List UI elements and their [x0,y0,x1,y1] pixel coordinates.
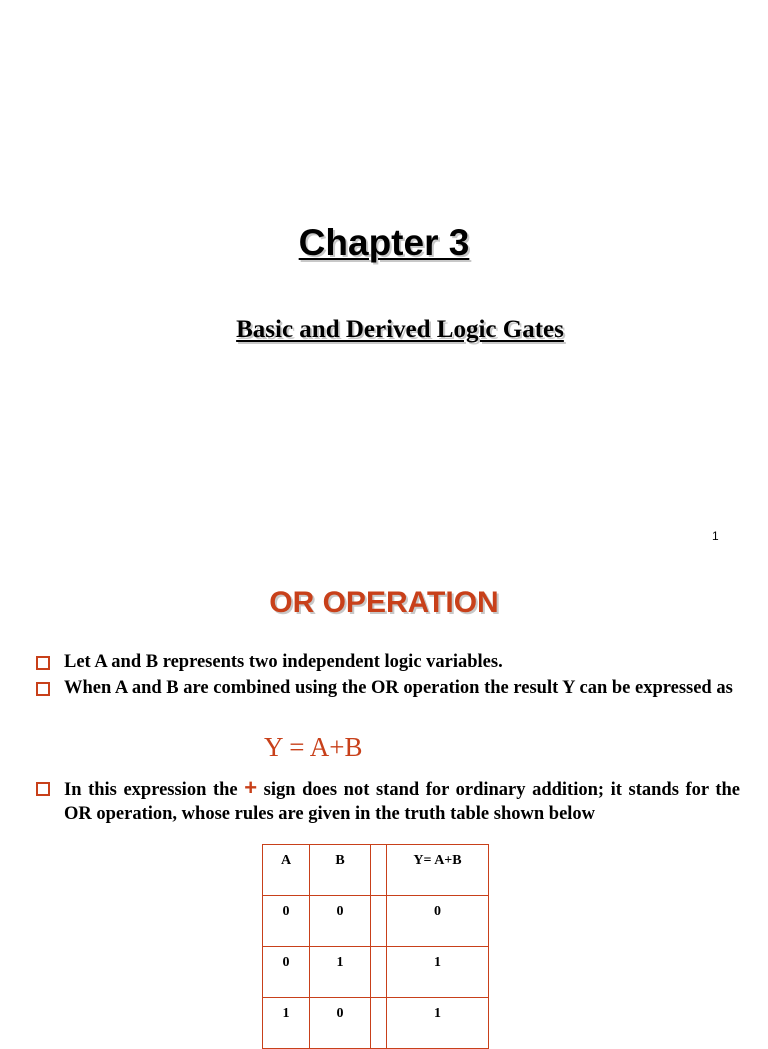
cell-b: 0 [310,998,371,1049]
bullet-item [36,650,740,674]
cell-a: 1 [263,998,310,1049]
header-b: B [310,845,371,896]
square-bullet-icon [36,656,50,670]
table-row [263,998,489,1049]
cell-spacer [371,896,387,947]
plus-sign: + [244,775,258,800]
or-equation: Y = A+B [264,732,363,762]
bullet-text-after: sign does not stand for ordinary addition; it stands for the OR operation, whose rules are given in the truth table shown below [64,780,741,824]
cell-spacer [371,947,387,998]
bullet-text: Let A and B represents two independent logic variables. [64,652,503,672]
cell-y: 0 [387,896,489,947]
header-y: Y= A+B [387,845,489,896]
bullet-item [36,676,740,700]
header-a: A [263,845,310,896]
square-bullet-icon [36,682,50,696]
chapter-title: Chapter 3 [298,222,470,263]
bullet-item [36,776,740,826]
slide-or-operation [0,560,768,1024]
cell-b: 0 [310,896,371,947]
cell-y: 1 [387,998,489,1049]
bullet-text [64,776,740,826]
bullet-text-before: In this expression the [64,780,238,800]
square-bullet-icon [36,782,50,796]
cell-a: 0 [263,896,310,947]
cell-y: 1 [387,947,489,998]
table-row [263,947,489,998]
cell-a: 0 [263,947,310,998]
table-header-row [263,845,489,896]
slide-heading: OR OPERATION [269,586,499,619]
chapter-subtitle: Basic and Derived Logic Gates [236,316,564,343]
table-row [263,896,489,947]
truth-table [262,844,489,1049]
cell-spacer [371,998,387,1049]
page-number: 1 [712,529,719,543]
header-spacer [371,845,387,896]
cell-b: 1 [310,947,371,998]
bullet-text: When A and B are combined using the OR operation the result Y can be expressed as [64,678,733,698]
